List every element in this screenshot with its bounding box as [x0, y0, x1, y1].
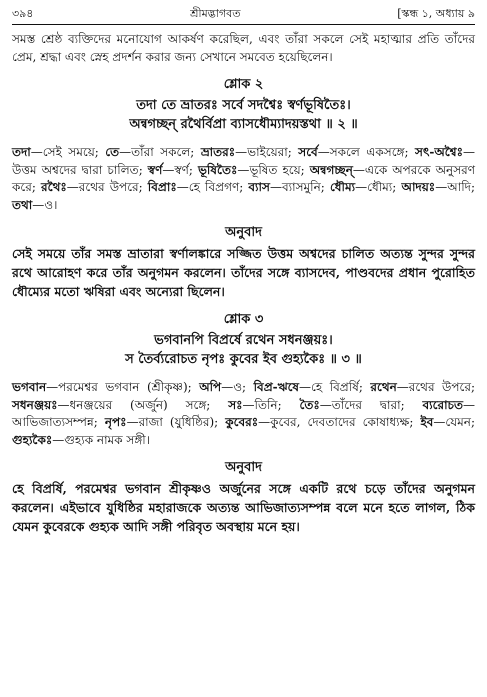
verse-2-synonyms: তদা—সেই সময়ে; তে—তাঁরা সকলে; ভ্রাতরঃ—ভাইয়েরা; সর্বে—সকলে একসঙ্গে; সৎ-অশ্বৈঃ—উত্তম অশ্বদের দ্বারা চালিত; স্বর্ণ—স্বর্ণ; ভূষিতৈঃ—ভূষিত হয়ে; অন্বগচ্ছন্—একে অপরকে অনুসরণ করে; রথৈঃ—রথের উপরে; বিপ্রাঃ—হে বিপ্রগণ; ব্যাস—ব্যাসমুনি; ধৌম্য—ধৌম্য; আদয়ঃ—আদি; তথা—ও। — [12, 145, 476, 212]
synonym-word: অপি — [199, 380, 222, 394]
synonym-word: সৎ-অশ্বৈঃ — [415, 145, 464, 159]
synonym-meaning: রথের উপরে — [408, 380, 471, 394]
synonym-word: ভগবান — [12, 380, 47, 394]
intro-paragraph: সমস্ত শ্রেষ্ঠ ব্যক্তিদের মনোযোগ আকর্ষণ করেছিল, এবং তাঁরা সকলে সেই মহাত্মার প্রতি তাঁদের প্রেম, শ্রদ্ধা এবং স্নেহ প্রদর্শন করার জন্য সেখানে সমবেত হয়েছিলেন। — [12, 32, 475, 64]
synonym-word: রথৈঃ — [40, 180, 67, 194]
synonym-meaning: একে অপরকে অনুসরণ করে — [12, 162, 475, 194]
synonym-word: ভ্রাতরঃ — [200, 145, 236, 159]
synonym-word: আদয়ঃ — [401, 180, 436, 194]
synonym-meaning: ও — [44, 197, 54, 212]
page-header — [12, 6, 475, 22]
verse-2-translation-heading: অনুবাদ — [225, 225, 262, 240]
synonym-meaning: তিনি — [254, 397, 278, 412]
verse-2-section — [12, 76, 475, 301]
verse-3-heading: শ্লোক ৩ — [223, 312, 264, 327]
synonym-word: তদা — [12, 145, 31, 159]
synonym-meaning: আভিজাত্যসম্পন্ন — [12, 415, 94, 429]
synonym-meaning: যেমন — [445, 415, 471, 429]
synonym-word: তে — [105, 145, 120, 159]
verse-3-synonyms: ভগবান—পরমেশ্বর ভগবান (শ্রীকৃষ্ণ); অপি—ও; বিপ্র-ঋষে—হে বিপ্রর্ষি; রথেন—রথের উপরে; সধনঞ্জয়ঃ—ধনঞ্জয়ের (অর্জুন) সঙ্গে; সঃ—তিনি; তৈঃ—তাঁদের দ্বারা; ব্যরোচত—আভিজাত্যসম্পন্ন; নৃপঃ—রাজা (যুধিষ্ঠির); কুবেরঃ—কুবের, দেবতাদের কোষাধ্যক্ষ; ইব—যেমন; গুহ্যকৈঃ—গুহ্যক নামক সঙ্গী। — [12, 380, 476, 447]
synonym-meaning: তাঁদের দ্বারা — [331, 397, 401, 412]
header-rule — [12, 24, 475, 25]
synonym-meaning: উত্তম অশ্বদের দ্বারা চালিত — [12, 162, 139, 177]
synonym-word: অন্বগচ্ছন্ — [309, 162, 353, 177]
verse-3-section — [12, 311, 475, 536]
synonym-meaning: ধনঞ্জয়ের (অর্জুন) সঙ্গে — [69, 397, 207, 412]
synonym-meaning: তাঁরা সকলে — [131, 145, 191, 159]
synonym-word: স্বর্ণ — [147, 162, 163, 177]
verse-3-translation-heading: অনুবাদ — [225, 460, 262, 475]
synonym-meaning: পরমেশ্বর ভগবান (শ্রীকৃষ্ণ) — [58, 380, 188, 394]
synonym-meaning: হে বিপ্রর্ষি — [311, 380, 359, 394]
synonym-word: তথা — [12, 197, 33, 212]
synonym-word: সধনঞ্জয়ঃ — [12, 397, 58, 412]
synonym-meaning: ভূষিত হয়ে — [249, 162, 301, 177]
synonym-meaning: হে বিপ্রগণ — [188, 180, 240, 194]
synonym-meaning: সকলে একসঙ্গে — [329, 145, 405, 159]
synonym-word: তৈঃ — [299, 397, 320, 412]
synonym-meaning: ধৌম্য — [367, 180, 393, 194]
synonym-word: ব্যরোচত — [422, 397, 464, 412]
synonym-word: নৃপঃ — [104, 415, 127, 429]
synonym-meaning: রাজা (যুধিষ্ঠির) — [138, 415, 215, 429]
synonym-word: বিপ্রাঃ — [147, 180, 177, 194]
synonym-meaning: রথের উপরে — [78, 180, 139, 194]
synonym-word: ব্যাস — [248, 180, 270, 194]
synonym-meaning: ভাইয়েরা — [247, 145, 288, 159]
verse-2-translation: সেই সময়ে তাঁর সমস্ত ভ্রাতারা স্বর্ণালঙ্কারে সজ্জিত উত্তম অশ্বদের চালিত অত্যন্ত সুন্দর সুন্দর রথে আরোহণ করে তাঁর অনুগমন করলেন। তাঁদের সঙ্গে ব্যাসদেব, পাণ্ডবদের প্রধান পুরোহিত ধৌম্যের মতো ঋষিরা এবং অন্যেরা ছিলেন। — [12, 246, 475, 299]
synonym-word: কুবেরঃ — [225, 415, 259, 429]
synonym-word: ভূষিতৈঃ — [197, 162, 238, 177]
synonym-meaning: সেই সময়ে — [42, 145, 95, 159]
synonym-meaning: স্বর্ণ — [174, 162, 189, 177]
verse-2-line-2: অন্বগচ্ছন্ রথৈর্বিপ্রা ব্যাসধৌম্যাদয়স্তথা ॥ ২ ॥ — [129, 117, 358, 132]
verse-3-line-2: স তৈর্ব্যরোচত নৃপঃ কুবের ইব গুহ্যকৈঃ ॥ ৩ ॥ — [125, 352, 362, 367]
synonym-word: সর্বে — [298, 145, 318, 159]
synonym-word: ধৌম্য — [329, 180, 356, 194]
verse-3-translation: হে বিপ্রর্ষি, পরমেশ্বর ভগবান শ্রীকৃষ্ণও অর্জুনের সঙ্গে একটি রথে চড়ে তাঁদের অনুগমন করলেন। এইভাবে যুধিষ্ঠির মহারাজকে অত্যন্ত আভিজাত্যসম্পন্ন বলে মনে হতে লাগল, ঠিক যেমন কুবেরকে গুহ্যক আদি সঙ্গী পরিবৃত অবস্থায় মনে হয়। — [12, 481, 475, 534]
synonym-meaning: কুবের, দেবতাদের কোষাধ্যক্ষ — [270, 415, 410, 429]
book-title: শ্রীমদ্ভাগবত — [190, 7, 241, 20]
verse-3-line-1: ভগবানপি বিপ্রর্ষে রথেন সধনঞ্জয়ঃ। — [154, 333, 333, 348]
synonym-meaning: গুহ্যক নামক সঙ্গী — [64, 432, 146, 447]
verse-2-line-1: তদা তে ভ্রাতরঃ সর্বে সদশ্বৈঃ স্বর্ণভূষিতৈঃ। — [136, 98, 351, 113]
chapter-reference: [স্কন্ধ ১, অধ্যায় ৯ — [397, 7, 475, 20]
synonym-word: গুহ্যকৈঃ — [12, 432, 53, 447]
synonym-meaning: ও — [233, 380, 243, 394]
synonym-word: বিপ্র-ঋষে — [253, 380, 300, 394]
synonym-word: সঃ — [228, 397, 243, 412]
verse-2-heading: শ্লোক ২ — [223, 77, 264, 92]
synonym-meaning: ব্যাসমুনি — [281, 180, 321, 194]
synonym-word: ইব — [420, 415, 434, 429]
synonym-meaning: আদি — [447, 180, 471, 194]
page-number: ৩৯৪ — [12, 7, 34, 20]
synonym-word: রথেন — [370, 380, 397, 394]
